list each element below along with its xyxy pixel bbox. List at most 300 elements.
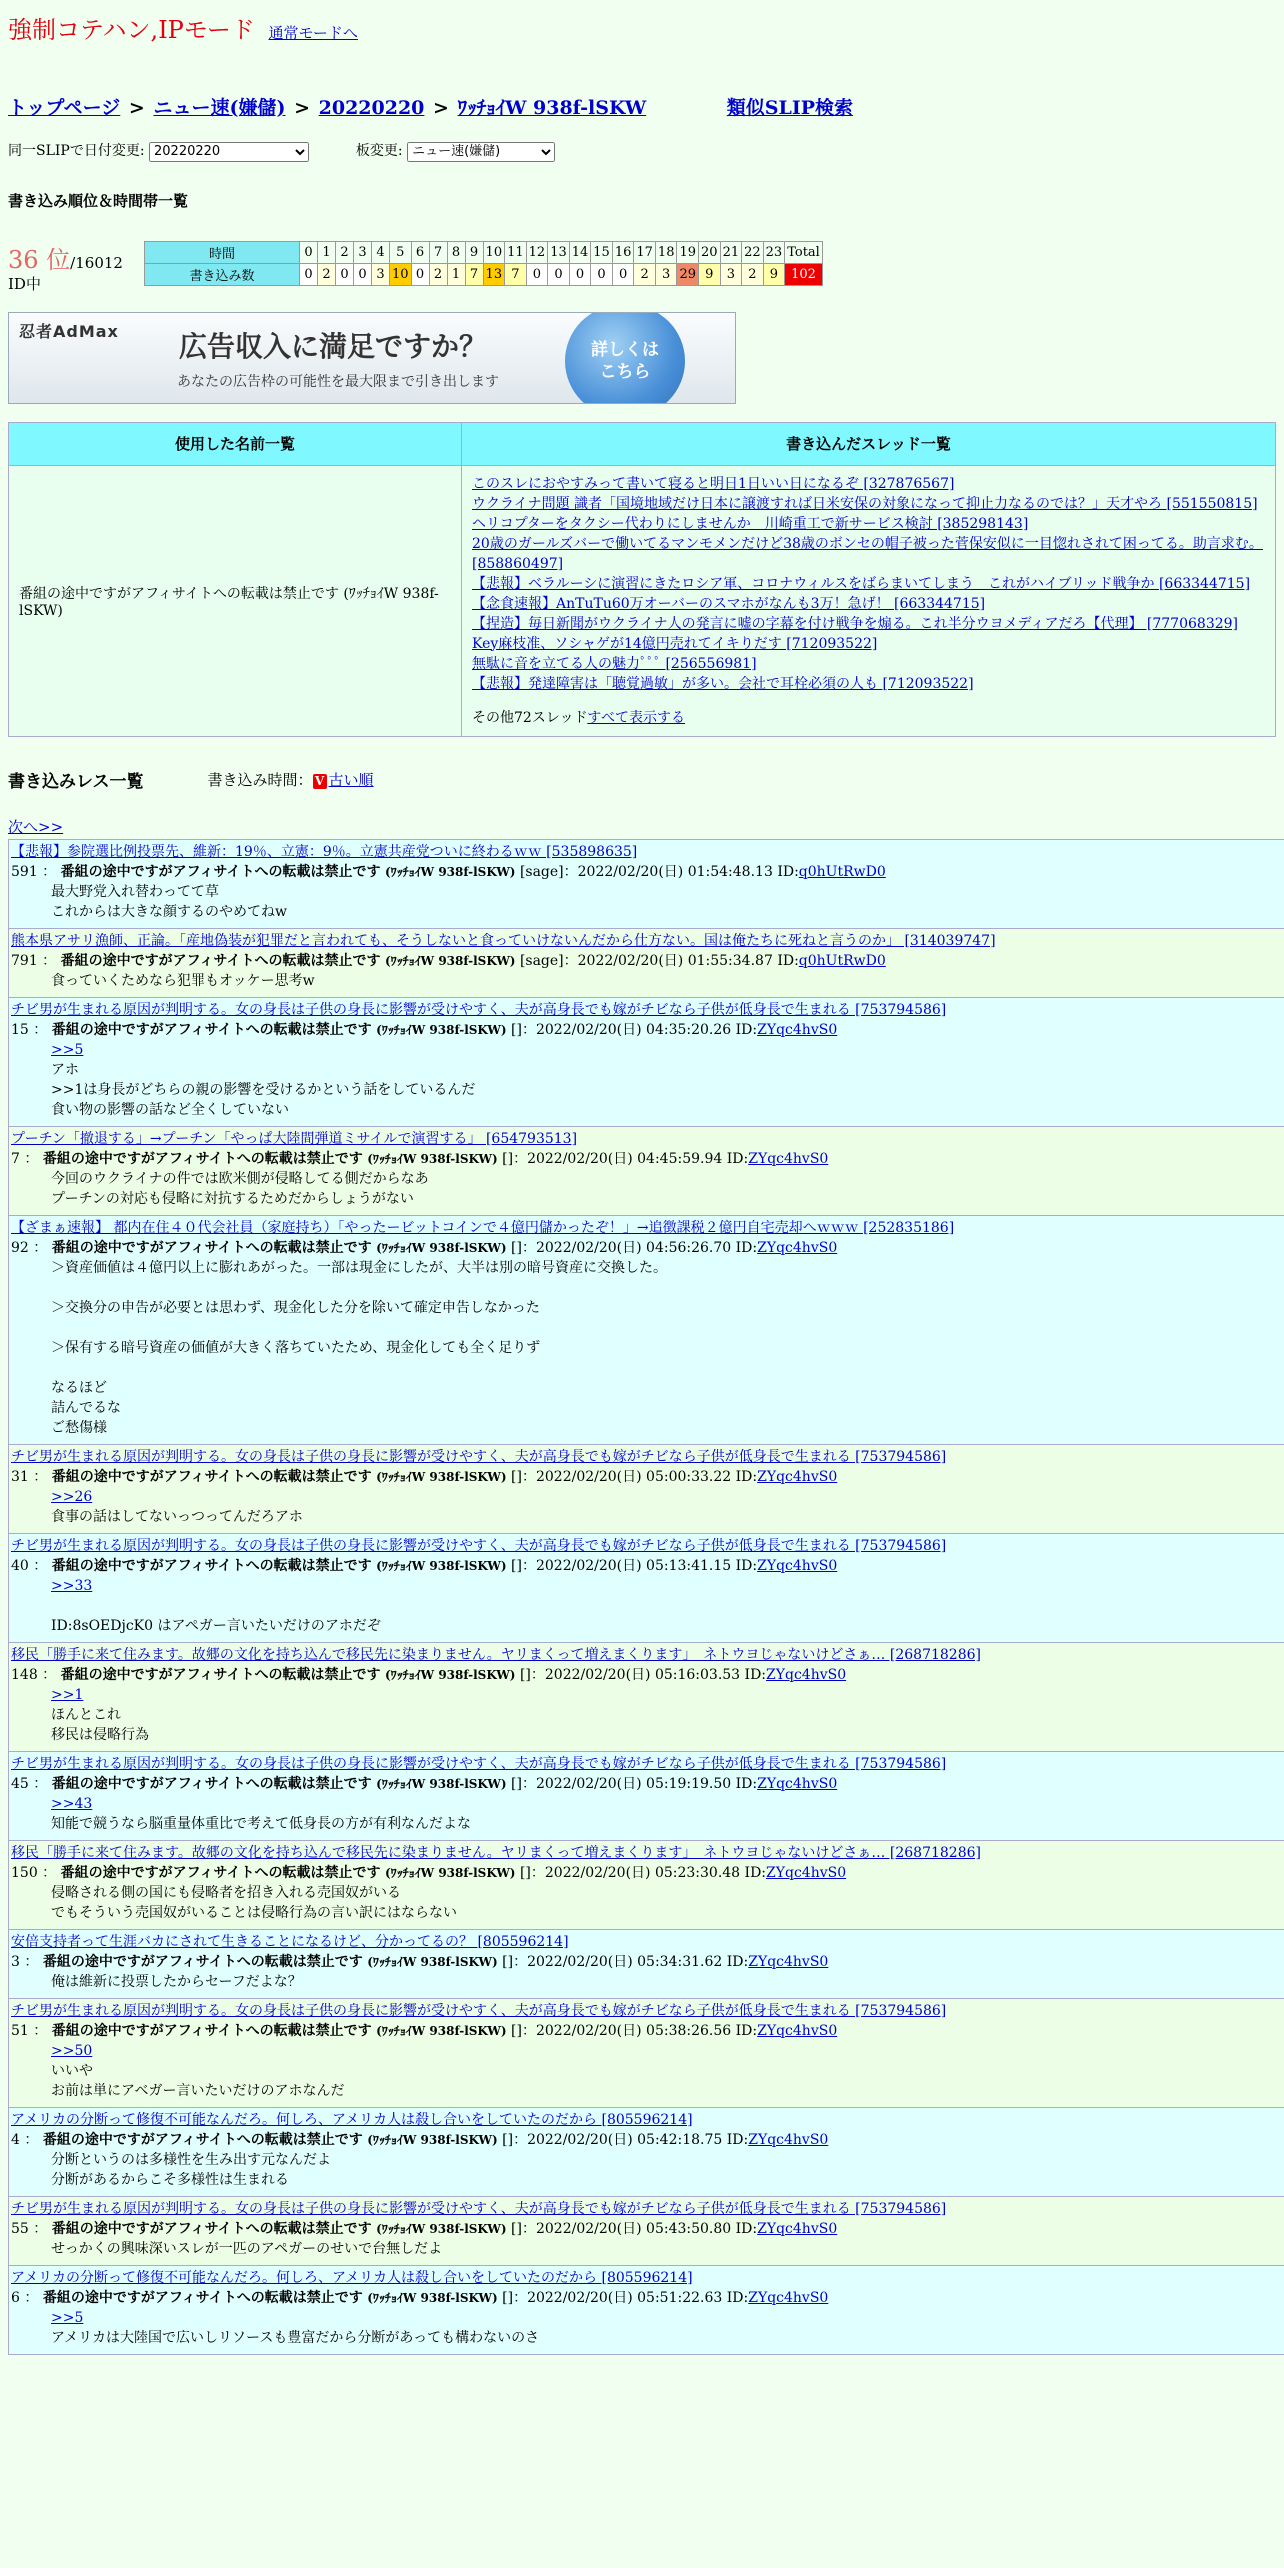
poster-name: 番組の途中ですがアフィサイトへの転載は禁止です [51, 1021, 372, 1038]
post-meta: 4 ： 番組の途中ですがアフィサイトへの転載は禁止です (ﾜｯﾁｮｲW 938f-lSKW) []：2022/02/20(日) 05:42:18.75 ID:ZYqc4hvS0 [11, 2131, 829, 2148]
thread-link[interactable]: Key麻枝准、ソシャゲが14億円売れてイキりだす [712093522] [472, 635, 878, 652]
post [9, 997, 1284, 1126]
poster-name: 番組の途中ですがアフィサイトへの転載は禁止です [51, 2022, 372, 2039]
poster-name: 番組の途中ですがアフィサイトへの転載は禁止です [42, 2289, 363, 2306]
ad-details-button[interactable] [565, 312, 685, 404]
count-cell: 0 [300, 263, 318, 285]
mode-title-text: 強制コテハン,IPモード [8, 16, 255, 44]
hour-cell: 14 [569, 241, 591, 263]
next-page-link[interactable]: 次へ>> [8, 817, 64, 836]
post-line: でもそういう売国奴がいることは侵略行為の言い訳にはならない [51, 1904, 457, 1921]
post-number: 40 [11, 1557, 29, 1574]
post-line [51, 1358, 1283, 1378]
post-mail: [sage] [519, 952, 564, 969]
sort-oldest-link[interactable]: 古い順 [328, 770, 374, 789]
hour-cell: 9 [465, 241, 483, 263]
hour-cell: 7 [429, 241, 447, 263]
thread-link[interactable]: このスレにおやすみって書いて寝ると明日1日いい日になるぞ [327876567] [472, 475, 955, 492]
post-date: 2022/02/20(日) 05:16:03.53 [544, 1666, 741, 1683]
post-mail: [] [511, 1557, 522, 1574]
count-cell: 2 [742, 263, 764, 285]
count-cell: 0 [548, 263, 570, 285]
poster-name: 番組の途中ですがアフィサイトへの転載は禁止です [60, 863, 381, 880]
post-number: 791 [11, 952, 38, 969]
poster-name: 番組の途中ですがアフィサイトへの転載は禁止です [60, 1864, 381, 1881]
thread-link[interactable]: 20歳のガールズバーで働いてるマンモメンだけど38歳のボンセの帽子被った菅保安似に一目惚れされて困ってる。助言求む。 [858860497] [472, 535, 1263, 572]
post-line: 食事の話はしてないっつってんだろアホ [51, 1508, 303, 1525]
post-mail: [] [511, 2220, 522, 2237]
post [9, 1998, 1284, 2107]
post [9, 840, 1284, 928]
post-date: 2022/02/20(日) 05:19:19.50 [535, 1775, 732, 1792]
thread-link[interactable]: ヘリコプターをタクシー代わりにしませんか 川崎重工で新サービス検討 [385298143] [472, 515, 1029, 532]
post-meta: 15 ： 番組の途中ですがアフィサイトへの転載は禁止です (ﾜｯﾁｮｲW 938f-lSKW) []：2022/02/20(日) 04:35:20.26 ID:ZYqc4hvS0 [11, 1021, 838, 1038]
selectors [8, 140, 1276, 162]
post-thread-link[interactable]: 安倍支持者って生涯バカにされて生きることになるけど、分かってるの？ [805596214] [11, 1933, 569, 1950]
post-line: 分断があるからこそ多様性は生まれる [51, 2171, 289, 2188]
post-line: ＞交換分の申告が必要とは思わず、現金化した分を除いて確定申告しなかった [51, 1299, 540, 1316]
ad-logo: 忍者AdMax [19, 321, 119, 341]
post-number: 3 [11, 1953, 20, 1970]
board-select-label: 板変更: [355, 143, 403, 159]
breadcrumb-separator: > [128, 97, 145, 119]
post-mail: [] [502, 2289, 514, 2306]
poster-slip: (ﾜｯﾁｮｲW 938f-lSKW) [367, 2290, 498, 2305]
post-line [51, 1278, 1283, 1298]
anchor-link[interactable]: >>1 [51, 1686, 84, 1703]
post-mail: [] [511, 1021, 522, 1038]
post-id-link[interactable]: ZYqc4hvS0 [757, 1775, 838, 1792]
count-cell: 0 [336, 263, 354, 285]
post-date: 2022/02/20(日) 05:43:50.80 [535, 2220, 732, 2237]
post [9, 2265, 1284, 2354]
rank-box [8, 247, 144, 294]
post-number: 148 [11, 1666, 38, 1683]
post-id-link[interactable]: ZYqc4hvS0 [757, 1239, 838, 1256]
count-cell: 0 [569, 263, 591, 285]
post-thread-link[interactable]: チビ男が生まれる原因が判明する。女の身長は子供の身長に影響が受けやすく、夫が高身長でも嫁がチビなら子供が低身長で生まれる [753794586] [11, 1001, 947, 1018]
hour-cell: 13 [548, 241, 570, 263]
post-date: 2022/02/20(日) 01:55:34.87 [577, 952, 773, 969]
post-line [51, 1318, 1283, 1338]
post-meta: 6 ： 番組の途中ですがアフィサイトへの転載は禁止です (ﾜｯﾁｮｲW 938f-lSKW) []：2022/02/20(日) 05:51:22.63 ID:ZYqc4hvS0 [11, 2289, 829, 2306]
anchor-link[interactable]: >>5 [51, 2309, 84, 2326]
post-meta: 45 ： 番組の途中ですがアフィサイトへの転載は禁止です (ﾜｯﾁｮｲW 938f-lSKW) []：2022/02/20(日) 05:19:19.50 ID:ZYqc4hvS0 [11, 1775, 838, 1792]
names-threads-table [8, 422, 1276, 737]
post [9, 1751, 1284, 1840]
post-date: 2022/02/20(日) 04:56:26.70 [535, 1239, 732, 1256]
post-line: 食っていくためなら犯罪もオッケー思考w [51, 972, 315, 989]
post-body [11, 1576, 1283, 1636]
post [9, 2196, 1284, 2265]
poster-slip: (ﾜｯﾁｮｲW 938f-lSKW) [376, 1776, 507, 1791]
post-number: 7 [11, 1150, 20, 1167]
anchor-link[interactable]: >>5 [51, 1041, 84, 1058]
post-id-link[interactable]: ZYqc4hvS0 [757, 2220, 838, 2237]
post-thread-link[interactable]: 移民「勝手に来て住みます。故郷の文化を持ち込んで移民先に染まりません。ヤリまくって増えまくります」 ネトウヨじゃないけどさぁ… [268718286] [11, 1844, 981, 1861]
count-cell: 29 [677, 263, 699, 285]
hour-cell: 22 [742, 241, 764, 263]
post-line: ID:8sOEDjcK0 はアペガー言いたいだけのアホだぞ [51, 1617, 381, 1634]
post-line: ＞保有する暗号資産の価値が大きく落ちていたため、現金化しても全く足りず [51, 1339, 541, 1356]
post-body [11, 2308, 1283, 2348]
date-select[interactable] [149, 142, 309, 162]
ad-banner[interactable] [8, 312, 736, 404]
poster-slip: (ﾜｯﾁｮｲW 938f-lSKW) [376, 2023, 507, 2038]
post-thread-link[interactable]: 【悲報】参院選比例投票先、維新：19％、立憲：9％。立憲共産党ついに終わるｗｗ [535898635] [11, 843, 638, 860]
post-number: 92 [11, 1239, 29, 1256]
hour-cell: 16 [612, 241, 634, 263]
post-id-link[interactable]: ZYqc4hvS0 [748, 1953, 829, 1970]
count-cell: 7 [465, 263, 483, 285]
post-id-label: ID: [726, 2131, 749, 2148]
hour-cell: 12 [526, 241, 548, 263]
hour-cell: 3 [354, 241, 372, 263]
post-body [11, 882, 1283, 922]
breadcrumb-separator: > [294, 97, 310, 119]
post-number: 591 [11, 863, 38, 880]
hour-cell: 1 [318, 241, 336, 263]
hour-cell: 4 [372, 241, 390, 263]
post [9, 928, 1284, 997]
post-id-label: ID: [726, 1953, 749, 1970]
count-cell: 9 [763, 263, 785, 285]
post-number: 55 [11, 2220, 29, 2237]
post-line: 移民は侵略行為 [51, 1726, 149, 1743]
thread-link[interactable]: ウクライナ問題 識者「国境地域だけ日本に譲渡すれば日米安保の対象になって抑止力なるのでは？」天才やろ [551550815] [472, 495, 1258, 512]
breadcrumb-top[interactable]: トップページ [8, 97, 121, 119]
post-body [11, 2239, 1283, 2259]
post-thread-link[interactable]: 移民「勝手に来て住みます。故郷の文化を持ち込んで移民先に染まりません。ヤリまくって増えまくります」 ネトウヨじゃないけどさぁ… [268718286] [11, 1646, 981, 1663]
poster-name: 番組の途中ですがアフィサイトへの転載は禁止です [60, 952, 381, 969]
names-column-header: 使用した名前一覧 [9, 422, 462, 465]
post-id-link[interactable]: ZYqc4hvS0 [757, 1021, 838, 1038]
poster-slip: (ﾜｯﾁｮｲW 938f-lSKW) [385, 1667, 516, 1682]
post [9, 1840, 1284, 1929]
count-cell: 2 [429, 263, 447, 285]
hour-cell: 8 [447, 241, 465, 263]
post-line: ご愁傷様 [51, 1419, 107, 1436]
hour-cell: Total [785, 241, 823, 263]
post-line: 今回のウクライナの件では欧米側が侵略してる側だからなあ [51, 1170, 429, 1187]
poster-slip: (ﾜｯﾁｮｲW 938f-lSKW) [385, 864, 516, 879]
responses-heading: 書き込みレス一覧 [8, 771, 144, 792]
post-meta: 591 ： 番組の途中ですがアフィサイトへの転載は禁止です (ﾜｯﾁｮｲW 938f-lSKW) [sage]：2022/02/20(日) 01:54:48.13 ID:q0hUtRwD0 [11, 863, 886, 880]
hour-cell: 20 [699, 241, 721, 263]
hour-cell: 18 [655, 241, 677, 263]
post-date: 2022/02/20(日) 01:54:48.13 [577, 863, 773, 880]
poster-name: 番組の途中ですがアフィサイトへの転載は禁止です [51, 2220, 372, 2237]
post-thread-link[interactable]: プーチン「撤退する」→プーチン「やっぱ大陸間弾道ミサイルで演習する」 [654793513] [11, 1130, 578, 1147]
post-date: 2022/02/20(日) 05:13:41.15 [535, 1557, 732, 1574]
post [9, 1533, 1284, 1642]
post-id-link[interactable]: ZYqc4hvS0 [748, 2289, 829, 2306]
post [9, 1929, 1284, 1998]
post-id-label: ID: [735, 1468, 758, 1485]
poster-name: 番組の途中ですがアフィサイトへの転載は禁止です [51, 1775, 372, 1792]
count-cell: 7 [505, 263, 527, 285]
post-mail: [] [511, 1239, 522, 1256]
ad-details-label: 詳しくは こちら [591, 339, 659, 382]
post-id-label: ID: [744, 1864, 767, 1881]
ranking-heading: 書き込み順位＆時間帯一覧 [8, 191, 189, 210]
more-threads [472, 708, 1265, 728]
post-body [11, 2041, 1283, 2101]
post-meta: 31 ： 番組の途中ですがアフィサイトへの転載は禁止です (ﾜｯﾁｮｲW 938f-lSKW) []：2022/02/20(日) 05:00:33.22 ID:ZYqc4hvS0 [11, 1468, 838, 1485]
breadcrumb-separator: > [433, 97, 449, 119]
poster-slip: (ﾜｯﾁｮｲW 938f-lSKW) [376, 1240, 507, 1255]
posts-list [8, 839, 1284, 2355]
post-mail: [] [502, 1150, 514, 1167]
board-select[interactable] [407, 142, 555, 162]
post-thread-link[interactable]: チビ男が生まれる原因が判明する。女の身長は子供の身長に影響が受けやすく、夫が高身長でも嫁がチビなら子供が低身長で生まれる [753794586] [11, 1537, 947, 1554]
post-date: 2022/02/20(日) 05:38:26.56 [535, 2022, 732, 2039]
post-date: 2022/02/20(日) 05:51:22.63 [527, 2289, 723, 2306]
post-body [11, 1972, 1283, 1992]
breadcrumb-board[interactable]: ニュー速(嫌儲) [153, 97, 286, 119]
post-meta: 148 ： 番組の途中ですがアフィサイトへの転載は禁止です (ﾜｯﾁｮｲW 938f-lSKW) []：2022/02/20(日) 05:16:03.53 ID:ZYqc4hvS0 [11, 1666, 847, 1683]
post-mail: [] [502, 1953, 514, 1970]
post-thread-link[interactable]: アメリカの分断って修復不可能なんだろ。何しろ、アメリカ人は殺し合いをしていたのだから [805596214] [11, 2111, 693, 2128]
breadcrumb-date[interactable]: 20220220 [318, 97, 425, 119]
post-thread-link[interactable]: アメリカの分断って修復不可能なんだろ。何しろ、アメリカ人は殺し合いをしていたのだから [805596214] [11, 2269, 693, 2286]
count-cell: 102 [785, 263, 823, 285]
breadcrumb [8, 93, 1276, 120]
post-line: 食い物の影響の話など全くしていない [51, 1101, 289, 1118]
poster-slip: (ﾜｯﾁｮｲW 938f-lSKW) [385, 1865, 516, 1880]
thread-link[interactable]: 【悲報】発達障害は「聴覚過敏」が多い。会社で耳栓必須の人も [712093522] [472, 675, 974, 692]
count-cell: 0 [612, 263, 634, 285]
responses-header [8, 767, 1276, 792]
post-body [11, 1794, 1283, 1834]
hour-cell: 23 [763, 241, 785, 263]
threads-column-header: 書き込んだスレッド一覧 [462, 422, 1276, 465]
count-cell: 2 [634, 263, 656, 285]
count-row-label: 書き込み数 [145, 263, 300, 285]
post-mail: [] [519, 1864, 531, 1881]
post-line: これからは大きな顔するのやめてねw [51, 903, 287, 920]
poster-slip: (ﾜｯﾁｮｲW 938f-lSKW) [376, 1558, 507, 1573]
post-mail: [] [511, 1775, 522, 1792]
post-meta: 791 ： 番組の途中ですがアフィサイトへの転載は禁止です (ﾜｯﾁｮｲW 938f-lSKW) [sage]：2022/02/20(日) 01:55:34.87 ID:q0hUtRwD0 [11, 952, 886, 969]
post-id-link[interactable]: ZYqc4hvS0 [766, 1666, 847, 1683]
poster-slip: (ﾜｯﾁｮｲW 938f-lSKW) [385, 953, 516, 968]
post-line: なるほど [51, 1379, 107, 1396]
post-date: 2022/02/20(日) 05:34:31.62 [527, 1953, 723, 1970]
post-line: 分断というのは多様性を生み出す元なんだよ [51, 2151, 331, 2168]
post-line: アメリカは大陸国で広いしリソースも豊富だから分断があっても構わないのさ [51, 2329, 540, 2346]
hourly-table [144, 241, 823, 286]
hour-cell: 6 [411, 241, 429, 263]
anchor-link[interactable]: >>33 [51, 1577, 93, 1594]
post-id-link[interactable]: ZYqc4hvS0 [748, 1150, 829, 1167]
post-id-label: ID: [777, 952, 799, 969]
poster-name: 番組の途中ですがアフィサイトへの転載は禁止です [51, 1239, 372, 1256]
post-number: 51 [11, 2022, 29, 2039]
hour-row [145, 241, 823, 263]
post-number: 150 [11, 1864, 38, 1881]
breadcrumb-slip[interactable]: ﾜｯﾁｮｲW 938f-lSKW [457, 97, 647, 119]
anchor-link[interactable]: >>50 [51, 2042, 93, 2059]
poster-slip: (ﾜｯﾁｮｲW 938f-lSKW) [367, 2132, 498, 2147]
post-id-link[interactable]: q0hUtRwD0 [798, 952, 886, 969]
post-id-link[interactable]: ZYqc4hvS0 [766, 1864, 847, 1881]
post-line: ほんとこれ [51, 1706, 121, 1723]
post-number: 6 [11, 2289, 20, 2306]
post-id-label: ID: [726, 1150, 749, 1167]
hour-cell: 11 [505, 241, 527, 263]
hour-cell: 2 [336, 241, 354, 263]
hour-cell: 17 [634, 241, 656, 263]
post-mail: [] [511, 2022, 522, 2039]
post-line: 詰んでるな [51, 1399, 121, 1416]
post [9, 1642, 1284, 1751]
post-date: 2022/02/20(日) 04:45:59.94 [527, 1150, 723, 1167]
hour-cell: 15 [591, 241, 613, 263]
ad-headline: 広告収入に満足ですか？ [179, 329, 488, 363]
post-id-label: ID: [735, 2022, 758, 2039]
hour-cell: 19 [677, 241, 699, 263]
thread-link[interactable]: 【念食速報】AnTuTu60万オーバーのスマホがなんも3万！急げ！ [663344715] [472, 595, 986, 612]
more-threads-text: その他72スレッド [472, 709, 588, 726]
post-thread-link[interactable]: 【ざまぁ速報】 都内在住４０代会社員（家庭持ち）「やったービットコインで４億円儲かったぞ！」→追徴課税２億円自宅売却へｗｗｗ [252835186] [11, 1219, 955, 1236]
date-select-label: 同一SLIPで日付変更: [8, 143, 145, 159]
post-line: ＞資産価値は４億円以上に膨れあがった。一部は現金にしたが、大半は別の暗号資産に交換した。 [51, 1259, 667, 1276]
post-number: 31 [11, 1468, 29, 1485]
poster-slip: (ﾜｯﾁｮｲW 938f-lSKW) [376, 1022, 507, 1037]
similar-slip-search-link[interactable]: 類似SLIP検索 [726, 97, 854, 119]
rank-value: 36 位 [8, 245, 71, 274]
post-body [11, 1258, 1283, 1438]
post-meta: 51 ： 番組の途中ですがアフィサイトへの転載は禁止です (ﾜｯﾁｮｲW 938f-lSKW) []：2022/02/20(日) 05:38:26.56 ID:ZYqc4hvS0 [11, 2022, 838, 2039]
post-body [11, 1685, 1283, 1745]
thread-link[interactable]: 【捏造】毎日新聞がウクライナ人の発言に嘘の字幕を付け戦争を煽る。これ半分ウヨメディアだろ【代理】 [777068329] [472, 615, 1238, 632]
count-cell: 0 [354, 263, 372, 285]
post [9, 2107, 1284, 2196]
post-line: せっかくの興味深いスレが一匹のアペガーのせいで台無しだよ [51, 2240, 443, 2257]
post-thread-link[interactable]: チビ男が生まれる原因が判明する。女の身長は子供の身長に影響が受けやすく、夫が高身長でも嫁がチビなら子供が低身長で生まれる [753794586] [11, 1755, 947, 1772]
count-cell: 1 [447, 263, 465, 285]
poster-slip: (ﾜｯﾁｮｲW 938f-lSKW) [376, 2221, 507, 2236]
post-date: 2022/02/20(日) 05:00:33.22 [535, 1468, 732, 1485]
post [9, 1126, 1284, 1215]
post-id-label: ID: [735, 2220, 758, 2237]
post-body [11, 1487, 1283, 1527]
post-id-link[interactable]: ZYqc4hvS0 [748, 2131, 829, 2148]
used-name: 番組の途中ですがアフィサイトへの転載は禁止です (ﾜｯﾁｮｲW 938f-lSKW) [9, 465, 462, 736]
ad-subline: あなたの広告枠の可能性を最大限まで引き出します [177, 373, 499, 390]
post-body [11, 1040, 1283, 1120]
poster-name: 番組の途中ですがアフィサイトへの転載は禁止です [51, 1557, 372, 1574]
thread-link[interactable]: 無駄に音を立てる人の魅力ﾟﾟﾟ [256556981] [472, 655, 757, 672]
post-id-label: ID: [735, 1775, 758, 1792]
sort-arrow-icon: V [313, 774, 327, 789]
count-cell: 3 [655, 263, 677, 285]
anchor-link[interactable]: >>43 [51, 1795, 93, 1812]
post-meta: 92 ： 番組の途中ですがアフィサイトへの転載は禁止です (ﾜｯﾁｮｲW 938f-lSKW) []：2022/02/20(日) 04:56:26.70 ID:ZYqc4hvS0 [11, 1239, 838, 1256]
count-cell: 0 [526, 263, 548, 285]
post-line: >>1は身長がどちらの親の影響を受けるかという話をしているんだ [51, 1081, 476, 1098]
post-id-label: ID: [777, 863, 799, 880]
post-id-label: ID: [726, 2289, 749, 2306]
post-mail: [] [502, 2131, 514, 2148]
poster-slip: (ﾜｯﾁｮｲW 938f-lSKW) [367, 1954, 498, 1969]
count-cell: 2 [318, 263, 336, 285]
post-id-link[interactable]: ZYqc4hvS0 [757, 1557, 838, 1574]
hour-cell: 0 [300, 241, 318, 263]
anchor-link[interactable]: >>26 [51, 1488, 93, 1505]
time-label: 書き込み時間： [207, 770, 313, 789]
count-cell: 9 [699, 263, 721, 285]
post-date: 2022/02/20(日) 05:42:18.75 [527, 2131, 723, 2148]
count-row [145, 263, 823, 285]
thread-list-cell [462, 465, 1276, 736]
post-mail: [] [519, 1666, 531, 1683]
count-cell: 0 [411, 263, 429, 285]
post-thread-link[interactable]: チビ男が生まれる原因が判明する。女の身長は子供の身長に影響が受けやすく、夫が高身長でも嫁がチビなら子供が低身長で生まれる [753794586] [11, 2200, 947, 2217]
thread-list [472, 474, 1265, 694]
post-date: 2022/02/20(日) 04:35:20.26 [535, 1021, 732, 1038]
post-id-link[interactable]: ZYqc4hvS0 [757, 1468, 838, 1485]
post-line: 俺は維新に投票したからセーフだよな？ [51, 1973, 302, 1990]
post-meta: 150 ： 番組の途中ですがアフィサイトへの転載は禁止です (ﾜｯﾁｮｲW 938f-lSKW) []：2022/02/20(日) 05:23:30.48 ID:ZYqc4hvS0 [11, 1864, 847, 1881]
poster-slip: (ﾜｯﾁｮｲW 938f-lSKW) [376, 1469, 507, 1484]
count-cell: 13 [483, 263, 505, 285]
post-id-link[interactable]: q0hUtRwD0 [798, 863, 886, 880]
post-id-link[interactable]: ZYqc4hvS0 [757, 2022, 838, 2039]
post-line: 侵略される側の国にも侵略者を招き入れる売国奴がいる [51, 1884, 401, 1901]
rank-total: /16012 ID中 [8, 253, 123, 293]
thread-link[interactable]: 【悲報】ベラルーシに演習にきたロシア軍、コロナウィルスをばらまいてしまう これがハイブリッド戦争か [663344715] [472, 575, 1251, 592]
post-number: 4 [11, 2131, 20, 2148]
hour-cell: 21 [720, 241, 742, 263]
post-date: 2022/02/20(日) 05:23:30.48 [544, 1864, 741, 1881]
post-body [11, 971, 1283, 991]
hour-cell: 5 [390, 241, 412, 263]
post-number: 15 [11, 1021, 29, 1038]
count-cell: 3 [720, 263, 742, 285]
poster-name: 番組の途中ですがアフィサイトへの転載は禁止です [51, 1468, 372, 1485]
post-number: 45 [11, 1775, 29, 1792]
post-meta: 7 ： 番組の途中ですがアフィサイトへの転載は禁止です (ﾜｯﾁｮｲW 938f-lSKW) []：2022/02/20(日) 04:45:59.94 ID:ZYqc4hvS0 [11, 1150, 829, 1167]
post-thread-link[interactable]: チビ男が生まれる原因が判明する。女の身長は子供の身長に影響が受けやすく、夫が高身長でも嫁がチビなら子供が低身長で生まれる [753794586] [11, 2002, 947, 2019]
post [9, 1215, 1284, 1444]
poster-name: 番組の途中ですがアフィサイトへの転載は禁止です [42, 1150, 363, 1167]
post-id-label: ID: [735, 1021, 758, 1038]
post-thread-link[interactable]: チビ男が生まれる原因が判明する。女の身長は子供の身長に影響が受けやすく、夫が高身長でも嫁がチビなら子供が低身長で生まれる [753794586] [11, 1448, 947, 1465]
post-meta: 40 ： 番組の途中ですがアフィサイトへの転載は禁止です (ﾜｯﾁｮｲW 938f-lSKW) []：2022/02/20(日) 05:13:41.15 ID:ZYqc4hvS0 [11, 1557, 838, 1574]
normal-mode-link[interactable]: 通常モードへ [268, 24, 358, 42]
post-line: 知能で競うなら脳重量体重比で考えて低身長の方が有利なんだよな [51, 1815, 471, 1832]
post-thread-link[interactable]: 熊本県アサリ漁師、正論。「産地偽装が犯罪だと言われても、そうしないと食っていけないんだから仕方ない。国は俺たちに死ねと言うのか」 [314039747] [11, 932, 996, 949]
sort-control [208, 769, 374, 790]
hour-cell: 10 [483, 241, 505, 263]
post-mail: [sage] [519, 863, 564, 880]
post-id-label: ID: [735, 1557, 758, 1574]
ranking-row [8, 241, 1276, 294]
post-body [11, 2150, 1283, 2190]
show-all-threads-link[interactable]: すべて表示する [587, 709, 685, 726]
post-mail: [] [511, 1468, 522, 1485]
post-body [11, 1883, 1283, 1923]
hour-row-label: 時間 [145, 241, 300, 263]
post-id-label: ID: [744, 1666, 767, 1683]
post-line: いいや [51, 2062, 93, 2079]
poster-name: 番組の途中ですがアフィサイトへの転載は禁止です [42, 1953, 363, 1970]
count-cell: 3 [372, 263, 390, 285]
post-line [51, 1596, 1283, 1616]
post-line: プーチンの対応も侵略に対抗するためだからしょうがない [51, 1190, 414, 1207]
